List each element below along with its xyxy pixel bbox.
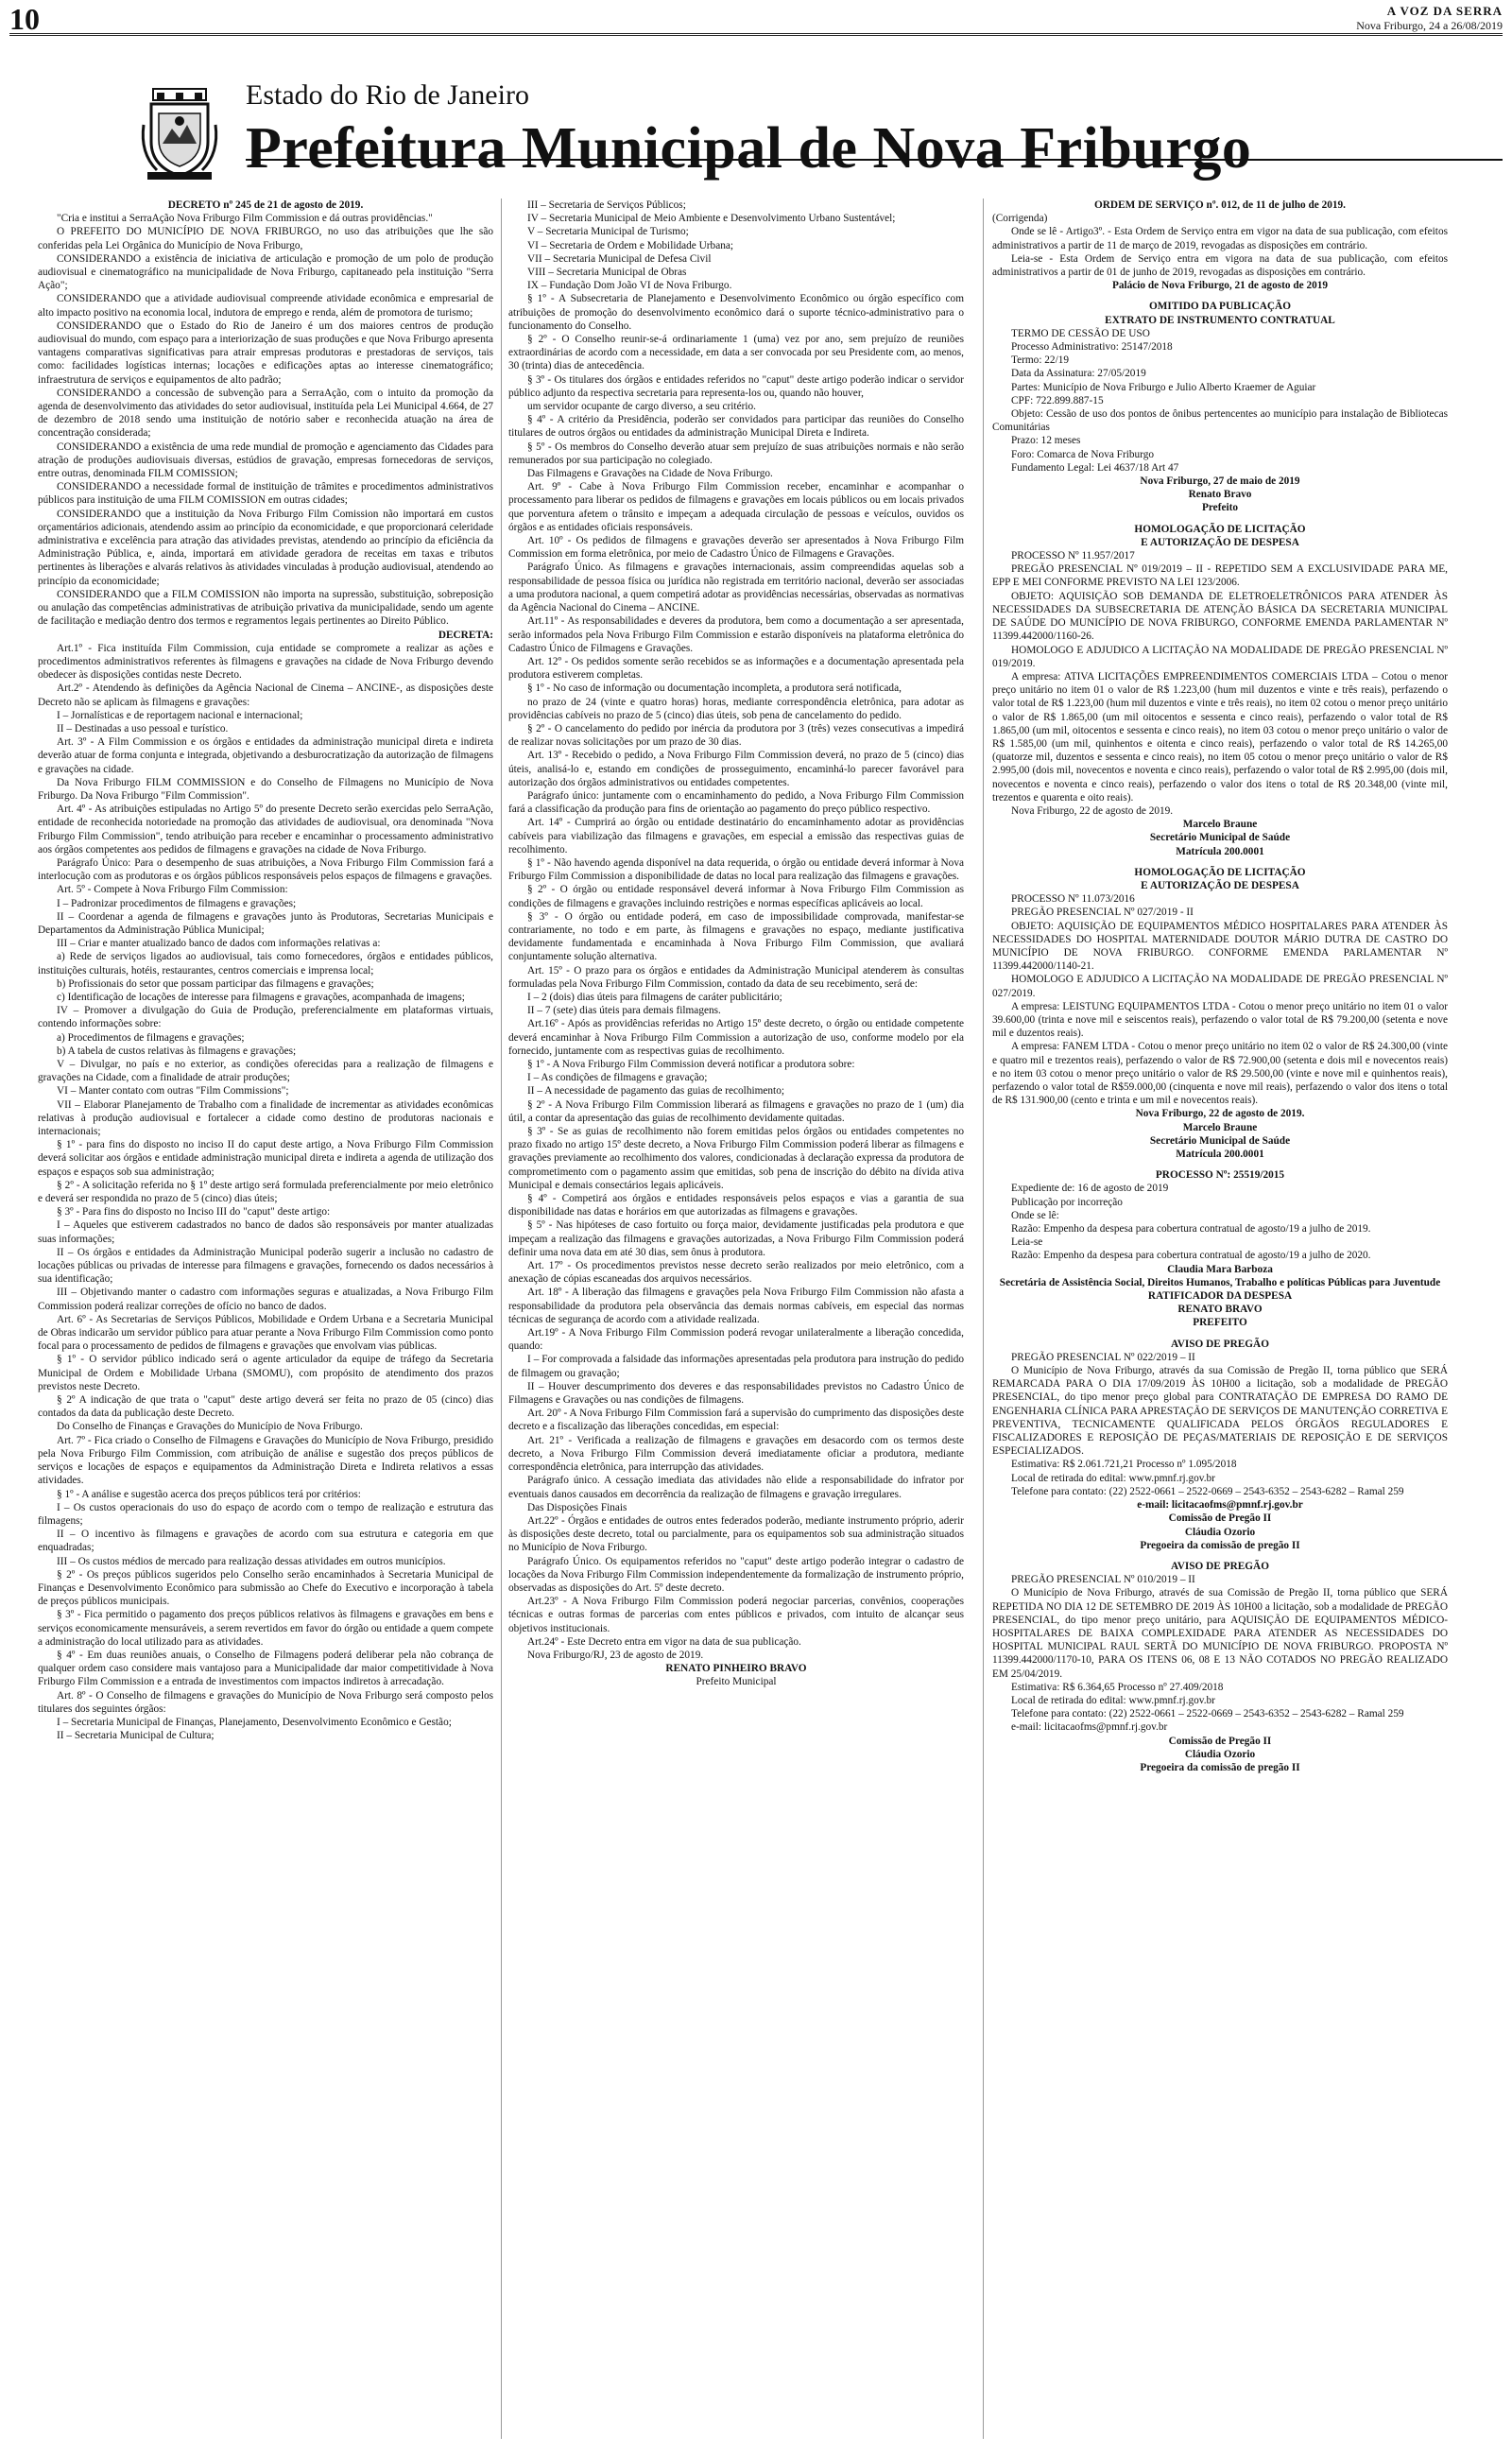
decree-article: § 2º - O cancelamento do pedido por inércia da produtora por 3 (três) vezes consecutivas a impedirá de realizar novas solicitações por um prazo de 30 dias. (508, 722, 964, 749)
column-decree-continued (508, 199, 964, 2448)
h2-subtitle: E AUTORIZAÇÃO DE DESPESA (1141, 879, 1299, 891)
notice-paragraph: PROCESSO Nº 11.957/2017 (1011, 550, 1135, 562)
decree-article: Das Disposições Finais (527, 1501, 627, 1513)
decree-article: Art. 3º - A Film Commission e os órgãos e entidades da administração municipal direta e indireta deverão atuar de forma conjunta e integrada, objetivando a desburocratização da autorização de filmagens e gravações na cidade. (38, 736, 493, 775)
notice1-email: e-mail: licitacaofms@pmnf.rj.gov.br (1137, 1499, 1303, 1512)
notice-paragraph: Telefone para contato: (22) 2522-0661 – 2522-0669 – 2543-6352 – 2543-6282 – Ramal 259 (1011, 1485, 1404, 1497)
decree-article: Art.16º - Após as providências referidas no Artigo 15º deste decreto, o órgão ou entidade competente deverá encaminhar à Nova Friburgo Film Commission a autorização de uso, conforme modelo por ela fornecido, juntamente com as respectivas guias de recolhimento. (508, 1018, 964, 1057)
decree-article: Art. 4º - As atribuições estipuladas no Artigo 5º do presente Decreto serão exercidas pelo SerraAção, entidade de reconhecida notoriedade na promoção das atividades de audiovisual, ora denominada "Nova Friburgo Film Commission", tendo atribuição para receber e encaminhar o processamento administrativo aos órgãos competentes aos pedidos de filmagens e gravações na cidade de Nova Friburgo. (38, 804, 493, 855)
decree-paragraph: CONSIDERANDO que a FILM COMISSION não importa na supressão, substituição, sobreposição ou anulação das competências administrativas de atribuição privativa da municipalidade, sendo um agente de facilitação e mediação dentro dos termos e regramentos legais pertinentes ao Direito Público. (38, 588, 493, 628)
decree-article: § 2º - A Nova Friburgo Film Commission liberará as filmagens e gravações no prazo de 1 (um) dia útil, a contar da apresentação das guias de recolhimento devidamente quitadas. (508, 1098, 964, 1124)
decree-article: Art.24º - Este Decreto entra em vigor na data de sua publicação. (527, 1635, 801, 1648)
notice2-signer: Cláudia Ozorio (1184, 1748, 1256, 1760)
decree-article: III – Os custos médios de mercado para realização dessas atividades em outros municípios. (57, 1555, 446, 1567)
decree-article: § 1º - A Subsecretaria de Planejamento e Desenvolvimento Econômico ou órgão específico com atribuições de promoção do desenvolvimento econômico dará o suporte técnico-administrativo para o funcionamento do Conselho. (508, 293, 964, 332)
notice-paragraph: Local de retirada do edital: www.pmnf.rj.gov.br (1011, 1472, 1215, 1484)
column-decree (38, 199, 493, 2448)
decree-article: Parágrafo Único. As filmagens e gravações internacionais, assim compreendidas aquelas sob a responsabilidade de pessoa física ou jurídica não registrada em território nacional, deverão ser associadas a uma produtora nacional, a quem competirá adotar as providências necessárias, observadas as normativas da Agência Nacional do Cinema – ANCINE. (508, 562, 964, 614)
decree-article: § 3º - Fica permitido o pagamento dos preços públicos relativos às filmagens e gravações em bens e serviços economicamente mensuráveis, a serem revertidos em favor do órgão ou entidade a quem compete a administração do local utilizado para as atividades. (38, 1609, 493, 1648)
decree-paragraph: CONSIDERANDO que a instituição da Nova Friburgo Film Comission não importará em custos orçamentários adicionais, atendendo assim ao princípio da economicidade, e que proporcionará celeridade administrativa e excelência para atração das atividades previstas, atendendo ao princípio da eficiência da Administração Pública, e, ainda, importará em atividade geradora de receitas em taxas e tributos pertinentes às liberações e alvarás relativos às atividades vinculadas à produção audiovisual, atendendo ao princípio da economicidade; (38, 508, 493, 587)
decree-article: Art. 9º - Cabe à Nova Friburgo Film Commission receber, encaminhar e acompanhar o processamento para liberar os pedidos de filmagens e gravações em locais públicos ou em locais privados que porventura afetem o trânsito e impeçam a adequada circulação de pessoas e veículos, ouvidos os órgãos e as entidades oficiais responsáveis. (508, 481, 964, 533)
notice-paragraph: Onde se lê: (1011, 1209, 1059, 1221)
h2-role: Secretário Municipal de Saúde (1149, 1134, 1291, 1147)
h2-title: HOMOLOGAÇÃO DE LICITAÇÃO (1134, 866, 1306, 878)
decree-article: I – Secretaria Municipal de Finanças, Planejamento, Desenvolvimento Econômico e Gestão; (57, 1716, 452, 1728)
h2-signer: Marcelo Braune (1182, 1121, 1258, 1133)
decree-article: II – O incentivo às filmagens e gravações de acordo com sua estrutura e categoria em que enquadradas; (38, 1529, 493, 1554)
decree-article: Art. 17º - Os procedimentos previstos nesse decreto serão realizados por meio eletrônico, com a anexação de cópias escaneadas dos arquivos necessários. (508, 1260, 964, 1286)
decree-article: § 1º - Não havendo agenda disponível na data requerida, o órgão ou entidade deverá informar à Nova Friburgo Film Commission a disponibilidade de datas no local para realização das filmagens e gravações. (508, 856, 964, 883)
notice-paragraph: PREGÃO PRESENCIAL Nº 022/2019 – II (1011, 1351, 1195, 1363)
column-divider (501, 199, 502, 2439)
process-signer: Claudia Mara Barboza (1167, 1263, 1273, 1275)
notice-paragraph: Objeto: Cessão de uso dos pontos de ônibus pertencentes ao município para instalação de Bibliotecas Comunitárias (992, 408, 1448, 434)
notice-paragraph: HOMOLOGO E ADJUDICO A LICITAÇÃO NA MODALIDADE DE PREGÃO PRESENCIAL Nº 027/2019. (992, 974, 1448, 999)
decree-article: § 2º - O órgão ou entidade responsável deverá informar à Nova Friburgo Film Commission as condições de filmagens e gravações incluindo restrições e normas específicas aplicáveis ao local. (508, 884, 964, 909)
decree-article: VIII – Secretaria Municipal de Obras (527, 267, 687, 279)
notice2-title: AVISO DE PREGÃO (1171, 1560, 1269, 1572)
notice-paragraph: Fundamento Legal: Lei 4637/18 Art 47 (1011, 461, 1179, 474)
decree-article: Art. 5º - Compete à Nova Friburgo Film Commission: (57, 884, 288, 896)
column-notices (992, 199, 1448, 2448)
notice-paragraph: e-mail: licitacaofms@pmnf.rj.gov.br (1011, 1721, 1168, 1734)
decree-article: Art.23º - A Nova Friburgo Film Commission poderá negociar parcerias, convênios, cooperações técnicas e outras formas de parcerias com entes públicos e privados, com intuito de alcançar seus objetivos institucionais. (508, 1596, 964, 1634)
notice1-signer: Cláudia Ozorio (1184, 1526, 1256, 1538)
notice-paragraph: Estimativa: R$ 2.061.721,21 Processo nº 1.095/2018 (1011, 1459, 1237, 1471)
h2-registration: Matrícula 200.0001 (1176, 1149, 1264, 1161)
decree-article: Art.19º - A Nova Friburgo Film Commission poderá revogar unilateralmente a liberação concedida, quando: (508, 1327, 964, 1353)
notice-paragraph: PREGÃO PRESENCIAL Nº 010/2019 – II (1011, 1574, 1195, 1586)
decree-article: II – Coordenar a agenda de filmagens e gravações junto às Produtoras, Secretarias Municipais e Departamentos da Administração Pública Municipal; (38, 910, 493, 936)
masthead (151, 70, 1503, 193)
decree-article: VII – Secretaria Municipal de Defesa Civil (527, 252, 712, 265)
h1-role: Secretário Municipal de Saúde (1149, 832, 1291, 844)
notice-paragraph: OBJETO: AQUISIÇÃO SOB DEMANDA DE ELETROELETRÔNICOS PARA ATENDER ÀS NECESSIDADES DA SUBSECRETARIA DE ATENÇÃO BÁSICA DA SECRETARIA MUNICIPAL DE SAÚDE DO MUNICÍPIO DE NOVA FRIBURGO, CONFORME EMENDA PARLAMENTAR Nº 11399.442000/1160-26. (992, 590, 1448, 643)
notice-paragraph: PREGÃO PRESENCIAL Nº 027/2019 - II (1011, 907, 1194, 919)
decree-article: Art. 8º - O Conselho de filmagens e gravações do Município de Nova Friburgo será composto pelos titulares dos seguintes órgãos: (38, 1689, 493, 1715)
decree-article: Parágrafo Único: Para o desempenho de suas atribuições, a Nova Friburgo Film Commission fará a interlocução com as produtoras e os órgãos públicos responsáveis pelos espaços de filmagens e gravações. (38, 856, 493, 883)
h1-title: HOMOLOGAÇÃO DE LICITAÇÃO (1134, 523, 1306, 535)
notice-paragraph: HOMOLOGO E ADJUDICO A LICITAÇÃO NA MODALIDADE DE PREGÃO PRESENCIAL Nº 019/2019. (992, 644, 1448, 669)
decree-article: § 4º - Em duas reuniões anuais, o Conselho de Filmagens poderá deliberar pela não cobrança de qualquer ordem caso considere mais vantajoso para a Municipalidade dar maior competitividade à Nova Friburgo Film Commission e a entrada de investimentos com impactos indiretos à arrecadação. (38, 1649, 493, 1688)
decree-article: § 1º - para fins do disposto no inciso II do caput deste artigo, a Nova Friburgo Film Commission deverá solicitar aos órgãos e entidade administração municipal direta e indireta a agenda de utilização dos espaços e espaços sob sua administração; (38, 1139, 493, 1178)
decree-article: a) Procedimentos de filmagens e gravações; (57, 1031, 245, 1044)
notice-paragraph: Leia-se (1011, 1236, 1043, 1249)
decree-article: § 2º A indicação de que trata o "caput" deste artigo deverá ser feita no prazo de 05 (cinco) dias contados da data da publicação deste Decreto. (38, 1394, 493, 1420)
os-place: Palácio de Nova Friburgo, 21 de agosto de 2019 (1111, 280, 1329, 292)
notice-paragraph: OBJETO: AQUISIÇÃO DE EQUIPAMENTOS MÉDICO HOSPITALARES PARA ATENDER ÀS NECESSIDADES DO HOSPITAL MATERNIDADE DOUTOR MÁRIO DUTRA DE CASTRO DO MUNICÍPIO DE NOVA FRIBURGO. CONFORME EMENDA PARLAMENTAR Nº 11399.442000/1140-21. (992, 920, 1448, 973)
decree-article: § 3º - O órgão ou entidade poderá, em caso de impossibilidade comprovada, manifestar-se contrariamente, no todo e em parte, às filmagens e gravações no espaço, mediante justificativa devidamente fundamentada e encaminhada à Nova Friburgo Film Commission, que avaliará conjuntamente solução alternativa. (508, 910, 964, 963)
decree-paragraph: CONSIDERANDO a necessidade formal de instituição de trâmites e procedimentos administrativos públicos para instituição de uma FILM COMISSION em outras cidades; (38, 481, 493, 507)
omit-date: Nova Friburgo, 27 de maio de 2019 (1140, 475, 1300, 488)
decree-article: Art. 10º - Os pedidos de filmagens e gravações deverão ser apresentados à Nova Friburgo Film Commission em forma eletrônica, por meio de Cadastro Único de Filmagens e Gravações. (508, 535, 964, 561)
decree-article: III – Secretaria de Serviços Públicos; (527, 199, 686, 211)
decree-article: II – Os órgãos e entidades da Administração Municipal poderão sugerir a inclusão no cadastro de locações públicas ou privadas de interesse para filmagens e gravações, fornecendo os dados necessários à sua identificação; (38, 1246, 493, 1286)
decree-article: § 1º - A análise e sugestão acerca dos preços públicos terá por critérios: (57, 1488, 361, 1500)
notice-paragraph: Telefone para contato: (22) 2522-0661 – 2522-0669 – 2543-6352 – 2543-6282 – Ramal 259 (1011, 1708, 1404, 1720)
decree-article: § 3º - Os titulares dos órgãos e entidades referidos no "caput" deste artigo poderão indicar o servidor público adjunto da respectiva secretaria para representa-los ou, quando não houver, (508, 373, 964, 399)
notice-paragraph: Expediente de: 16 de agosto de 2019 (1011, 1183, 1169, 1195)
publication-name: A VOZ DA SERRA (1386, 4, 1503, 18)
notice-paragraph: A empresa: FANEM LTDA - Cotou o menor preço unitário no item 02 o valor de R$ 24.300,00 (vinte e quatro mil e trezentos reais), perfazendo o valor de R$ 72.900,00 (setenta e dois mil e novecentos reais) e no item 03 cotou o menor preço unitário o valor de R$ 29.500,00 (vinte e nove mil e quinhentos reais), perfazendo o valor total de R$59.000,00 (cinquenta e nove mil reais), perfazendo o valor dos itens o total de R$ 131.900,00 (cento e trinta e um mil e novecentos reais). (992, 1041, 1448, 1107)
notice-paragraph: Local de retirada do edital: www.pmnf.rj.gov.br (1011, 1694, 1215, 1706)
signer-name: RENATO PINHEIRO BRAVO (665, 1663, 807, 1675)
decree-article: II – A necessidade de pagamento das guias de recolhimento; (527, 1085, 784, 1097)
column-divider (983, 199, 984, 2439)
decree-paragraph: "Cria e institui a SerraAção Nova Friburgo Film Commission e dá outras providências." (57, 213, 433, 225)
notice-paragraph: Prazo: 12 meses (1011, 435, 1081, 447)
decree-article: III – Objetivando manter o cadastro com informações seguras e atualizadas, a Nova Friburgo Film Commission poderá realizar correções de ofício no banco de dados. (38, 1287, 493, 1312)
decree-article: Parágrafo único. A cessação imediata das atividades não elide a responsabilidade do infrator por eventuais danos causados em decorrência da realização de filmagens e gravação irregulares. (508, 1475, 964, 1500)
notice-paragraph: A empresa: ATIVA LICITAÇÕES EMPREENDIMENTOS COMERCIAIS LTDA – Cotou o menor preço unitário no item 01 o valor de R$ 1.223,00 (hum mil duzentos e vinte e três reais), perfazendo o valor total de R$ 1.223,00 (hum mil duzentos e vinte e três reais), no item 02 cotou o menor preço unitário o valor de R$ 1.865,00 (um mil oitocentos e sessenta e cinco reais), perfazendo o valor total de R$ 1.865,00 (um mil, oitocentos e sessenta e cinco reais), no item 03 cotou o menor preço unitário o valor de R$ 1.585,00 (um mil, quinhentos e oitenta e cinco reais), perfazendo o valor total de R$ 14.265,00 (quatorze mil, duzentos e sessenta e cinco reais), no item 05 cotou o menor preço unitário o valor de R$ 2.995,00 (dois mil, novecentos e noventa e cinco reais), perfazendo o valor total de R$ 2.995,00 (dois mil, novecentos e noventa e cinco reais), perfazendo o valor dos itens o total de R$ 20.348,00 (vinte mil, trezentos e quarenta e oito reais). (992, 670, 1448, 804)
decree-article: Art. 14º - Cumprirá ao órgão ou entidade destinatário do encaminhamento adotar as providências cabíveis para viabilização das filmagens e gravações, em especial a emissão das respectivas guias de recolhimento. (508, 817, 964, 855)
omit-subtitle: EXTRATO DE INSTRUMENTO CONTRATUAL (1105, 314, 1335, 326)
notice-paragraph: Publicação por incorreção (1011, 1196, 1123, 1208)
decree-article: Art. 15º - O prazo para os órgãos e entidades da Administração Municipal atenderem às consultas formuladas pela Nova Friburgo Film Commission, contado da data de seu recebimento, será de: (508, 964, 964, 990)
decree-article: VI – Secretaria de Ordem e Mobilidade Urbana; (527, 239, 734, 251)
decree-article: I – As condições de filmagens e gravação; (527, 1072, 708, 1084)
decree-article: II – Houver descumprimento dos deveres e das responsabilidades previstos no Cadastro Único de Filmagens e Gravações ou nas condições de filmagens. (508, 1380, 964, 1407)
notice-paragraph: Estimativa: R$ 6.364,65 Processo nº 27.409/2018 (1011, 1681, 1224, 1693)
decree-article: Art.2º - Atendendo às definições da Agência Nacional de Cinema – ANCINE-, as disposições deste Decreto não se aplicam às filmagens e gravações: (38, 683, 493, 708)
process-title: PROCESSO Nº: 25519/2015 (1155, 1169, 1285, 1182)
notice2-commission: Comissão de Pregão II (1168, 1735, 1272, 1747)
decree-article: II – 7 (sete) dias úteis para demais filmagens. (527, 1005, 721, 1017)
decree-article: Nova Friburgo/RJ, 23 de agosto de 2019. (527, 1649, 704, 1661)
os-title: ORDEM DE SERVIÇO nº. 012, de 11 de julho de 2019. (1093, 199, 1347, 211)
notice-paragraph: CPF: 722.899.887-15 (1011, 394, 1104, 406)
h2-date: Nova Friburgo, 22 de agosto de 2019. (1135, 1108, 1305, 1120)
decree-article: § 3º - Para fins do disposto no Inciso III do "caput" deste artigo: (57, 1206, 331, 1218)
decree-article: § 2º - Os preços públicos sugeridos pelo Conselho serão encaminhados à Secretaria Municipal de Finanças e Desenvolvimento Econômico para submissão ao Chefe do Executivo e incorporação à tabela de preços públicos municipais. (38, 1568, 493, 1608)
h1-signer: Marcelo Braune (1182, 819, 1258, 831)
notice-paragraph: Processo Administrativo: 25147/2018 (1011, 341, 1173, 354)
decree-article: § 5º - Os membros do Conselho deverão atuar sem prejuízo de suas atribuições normais e não serão remunerados por sua participação no colegiado. (508, 441, 964, 466)
decree-article: Da Nova Friburgo FILM COMMISSION e do Conselho de Filmagens no Município de Nova Friburgo. Da Nova Friburgo "Film Commission". (38, 776, 493, 802)
decree-article: IX – Fundação Dom João VI de Nova Friburgo. (527, 280, 732, 292)
decree-article: III – Criar e manter atualizado banco de dados com informações relativas a: (57, 938, 381, 950)
decree-article: Art. 18º - A liberação das filmagens e gravações pela Nova Friburgo Film Commission não afasta a responsabilidade da produtora pela observância das demais normas cabíveis, em especial das normas técnicas de segurança de acordo com a atividade realizada. (508, 1287, 964, 1325)
decreta-heading: DECRETA: (438, 629, 493, 641)
decree-article: VI – Manter contato com outras "Film Commissions"; (57, 1085, 289, 1097)
decree-article: II – Destinadas a uso pessoal e turístico. (57, 722, 229, 734)
decree-article: I – Aqueles que estiverem cadastrados no banco de dados são responsáveis por manter atualizadas suas informações; (38, 1219, 493, 1245)
decree-title: DECRETO nº 245 de 21 de agosto de 2019. (167, 199, 364, 211)
omit-title: OMITIDO DA PUBLICAÇÃO (1148, 301, 1291, 313)
notice-paragraph: Razão: Empenho da despesa para cobertura contratual de agosto/19 a julho de 2020. (1011, 1250, 1371, 1262)
notice-paragraph: Data da Assinatura: 27/05/2019 (1011, 368, 1146, 380)
decree-article: no prazo de 24 (vinte e quatro horas) horas, mediante correspondência eletrônica, para adotar as providências cabíveis no prazo de 5 (cinco) dias úteis, sob pena de cancelamento do pedido. (508, 696, 964, 721)
decree-article: b) Profissionais do setor que possam participar das filmagens e gravações; (57, 977, 374, 990)
decree-paragraph: CONSIDERANDO a existência de uma rede mundial de promoção e agenciamento das Cidades para atração de produções audiovisuais diversas, estúdios de gravação, empresas fornecedoras de serviços, entre outras, denominada FILM COMISSION; (38, 441, 493, 480)
signer-role: Prefeito Municipal (696, 1676, 777, 1688)
notice1-role: Pregoeira da comissão de pregão II (1140, 1539, 1300, 1551)
process-ratifier-name: RENATO BRAVO (1177, 1304, 1263, 1316)
decree-paragraph: CONSIDERANDO que o Estado do Rio de Janeiro é um dos maiores centros de produção audiovisual do mundo, com espaço para a interiorização de suas produções e que Nova Friburgo apresenta vantagens comparativas significativas para atrair empresas produtoras e prestadoras de serviços, tais como: facilidades logísticas internas; locações e edificações aptas ao interesse cinematográfico; infraestrutura de serviços e equipamentos de alto padrão; (38, 320, 493, 386)
decree-article: I – For comprovada a falsidade das informações apresentadas pela produtora para instrução do pedido de filmagem ou gravação; (508, 1354, 964, 1379)
decree-article: I – 2 (dois) dias úteis para filmagens de caráter publicitário; (527, 991, 782, 1003)
omit-role: Prefeito (1201, 502, 1239, 514)
decree-article: Art. 6º - As Secretarias de Serviços Públicos, Mobilidade e Ordem Urbana e a Secretaria Municipal de Obras indicarão um servidor público para atuar perante a Nova Friburgo Film Commission como ponto focal para o processamento de pedidos de filmagens e gravações que envolvam vias públicas. (38, 1313, 493, 1353)
notice-paragraph: PROCESSO Nº 11.073/2016 (1011, 893, 1135, 906)
decree-article: § 1º - No caso de informação ou documentação incompleta, a produtora será notificada, (527, 683, 902, 695)
decree-article: a) Rede de serviços ligados ao audiovisual, tais como fornecedores, órgãos e entidades públicos, instituições culturais, hotéis, restaurantes, centros comerciais e imprensa local; (38, 951, 493, 976)
h1-subtitle: E AUTORIZAÇÃO DE DESPESA (1141, 536, 1299, 548)
decree-article: I – Jornalísticas e de reportagem nacional e internacional; (57, 709, 303, 721)
decree-article: I – Padronizar procedimentos de filmagens e gravações; (57, 897, 297, 909)
publication-date: Nova Friburgo, 24 a 26/08/2019 (1356, 19, 1503, 32)
notice-paragraph: Foro: Comarca de Nova Friburgo (1011, 448, 1155, 460)
page-number: 10 (9, 2, 40, 36)
notice-paragraph: Razão: Empenho da despesa para cobertura contratual de agosto/19 a julho de 2019. (1011, 1223, 1371, 1236)
decree-article: Art. 7º - Fica criado o Conselho de Filmagens e Gravações do Município de Nova Friburgo, presidido pela Nova Friburgo Film Commission, com atribuição de análise e sugestão dos preços públicos de serviços e locações de espaços e equipamentos da Administração Direta e Indireta relativos a essas atividades. (38, 1434, 493, 1487)
decree-article: b) A tabela de custos relativas às filmagens e gravações; (57, 1045, 297, 1057)
notice-paragraph: O Município de Nova Friburgo, através da sua Comissão de Pregão II, torna público que SERÁ REMARCADA PARA O DIA 17/09/2019 ÀS 10H00 a licitação, sob a modalidade de PREGÃO PRESENCIAL, do tipo menor preço global para CONTRATAÇÃO DE EMPRESA DO RAMO DE ENGENHARIA CLÍNICA PARA APRESTAÇÃO DE SERVIÇOS DE MANUTENÇÃO CORRETIVA E PREVENTIVA, TECNICAMENTE QUALIFICADA PELOS ÓRGÃOS REGULADORES E FISCALIZADORES E REPOSIÇÃO DE PEÇAS/MATERIAIS DE REPOSIÇÃO E DE SERVIÇOS ESPECIALIZADOS. (992, 1365, 1448, 1458)
masthead-title: Prefeitura Municipal de Nova Friburgo (246, 116, 1252, 181)
notice-paragraph: Nova Friburgo, 22 de agosto de 2019. (1011, 804, 1174, 817)
decree-article: II – Secretaria Municipal de Cultura; (57, 1730, 215, 1742)
decree-article: IV – Promover a divulgação do Guia de Produção, preferencialmente em plataformas virtuais, contendo informações sobre: (38, 1005, 493, 1030)
notice-paragraph: Termo: 22/19 (1011, 354, 1070, 367)
notice-paragraph: Partes: Município de Nova Friburgo e Julio Alberto Kraemer de Aguiar (1011, 381, 1316, 393)
decree-article: § 1º - A Nova Friburgo Film Commission deverá notificar a produtora sobre: (527, 1059, 855, 1070)
notice1-commission: Comissão de Pregão II (1168, 1512, 1272, 1525)
decree-article: Art.1º - Fica instituída Film Commission, cuja entidade se compromete a realizar as ações e procedimentos administrativos referentes às filmagens e gravações na cidade de Nova Friburgo devendo obedecer às disposições contidas neste Decreto. (38, 642, 493, 682)
decree-article: Parágrafo Único. Os equipamentos referidos no "caput" deste artigo poderão integrar o cadastro de locações da Nova Friburgo Film Commission independentemente da formalização de instrumento próprio, observadas as disposições do Art. 5º deste decreto. (508, 1555, 964, 1594)
decree-article: Art.22º - Órgãos e entidades de outros entes federados poderão, mediante instrumento próprio, aderir às disposições deste decreto, total ou parcialmente, para os equipamentos sob sua administração situados no Município de Nova Friburgo. (508, 1514, 964, 1554)
page-header (9, 4, 1503, 36)
decree-article: um servidor ocupante de cargo diverso, a seu critério. (527, 401, 756, 413)
decree-article: Art. 12º - Os pedidos somente serão recebidos se as informações e a documentação apresentada pela produtora estiverem completas. (508, 655, 964, 682)
decree-article: Do Conselho de Finanças e Gravações do Município de Nova Friburgo. (57, 1421, 363, 1433)
process-role: Secretária de Assistência Social, Direitos Humanos, Trabalho e políticas Públicas para Juventude (999, 1276, 1441, 1288)
process-ratifier-label: RATIFICADOR DA DESPESA (1147, 1290, 1293, 1303)
omit-signer: Renato Bravo (1188, 489, 1252, 501)
h1-registration: Matrícula 200.0001 (1176, 845, 1264, 857)
notice-paragraph: Leia-se - Esta Ordem de Serviço entra em vigora na data de sua publicação, com efeitos administrativos a partir de 01 de junho de 2019, revogadas as disposições em contrário. (992, 252, 1448, 279)
decree-article: c) Identificação de locações de interesse para filmagens e gravações, acompanhada de imagens; (57, 991, 465, 1003)
notice-paragraph: A empresa: LEISTUNG EQUIPAMENTOS LTDA - Cotou o menor preço unitário no item 01 o valor 39.600,00 (trinta e nove mil e seiscentos reais), perfazendo o valor total de R$ 79.200,00 (setenta e nove mil e duzentos reais). (992, 1000, 1448, 1040)
notice-paragraph: TERMO DE CESSÃO DE USO (1011, 327, 1150, 339)
decree-article: Parágrafo único: juntamente com o encaminhamento do pedido, a Nova Friburgo Film Commission fará a classificação da produção para fins de orientação ao pagamento do preço público respectivo. (508, 789, 964, 816)
decree-article: VII – Elaborar Planejamento de Trabalho com a finalidade de incrementar as atividades econômicas relativas à produção audiovisual e fortalecer a cidade como destino de produtoras nacionais e internacionais; (38, 1098, 493, 1138)
decree-article: § 2º - O Conselho reunir-se-á ordinariamente 1 (uma) vez por ano, sem prejuízo de reuniões extraordinárias de acordo com a necessidade, em data a ser convocada por seu Presidente com, ao menos, 30 (trinta) dias de antecedência. (508, 334, 964, 372)
notice1-title: AVISO DE PREGÃO (1171, 1338, 1269, 1350)
decree-paragraph: CONSIDERANDO que a atividade audiovisual compreende atividade econômica e empresarial de alto impacto positivo na economia local, indutora de emprego e renda, além de promotora de turismo; (38, 293, 493, 319)
decree-article: Art.11º - As responsabilidades e deveres da produtora, bem como a documentação a ser apresentada, serão informados pela Nova Friburgo Film Commission e estarão disponíveis na plataforma eletrônica do Cadastro Único de Filmagens e Gravações. (508, 615, 964, 654)
decree-article: § 5º - Nas hipóteses de caso fortuito ou força maior, devidamente justificadas pela produtora e que impeçam a realização das filmagens e gravações autorizadas, a Nova Friburgo Film Commission poderá definir uma nova data em até 30 dias, sem ônus à produtora. (508, 1219, 964, 1258)
decree-article: V – Divulgar, no país e no exterior, as condições oferecidas para a realização de filmagens e gravações na Cidade, com a finalidade de atrair produções; (38, 1059, 493, 1084)
decree-article: IV – Secretaria Municipal de Meio Ambiente e Desenvolvimento Urbano Sustentável; (527, 213, 896, 225)
os-subtitle: (Corrigenda) (992, 213, 1048, 225)
municipal-coat-of-arms-icon (138, 87, 221, 181)
notice-paragraph: PREGÃO PRESENCIAL Nº 019/2019 – II - REPETIDO SEM A EXCLUSIVIDADE PARA ME, EPP E MEI CONFORME PREVISTO NA LEI 123/2006. (992, 563, 1448, 589)
notice2-role: Pregoeira da comissão de pregão II (1140, 1761, 1300, 1773)
state-name: Estado do Rio de Janeiro (246, 79, 529, 111)
decree-article: Art. 21º - Verificada a realização de filmagens e gravações em desacordo com os termos deste decreto, a Nova Friburgo Film Commission deverá imediatamente oficiar a produtora, mediante correspondência eletrônica, para interrupção das atividades. (508, 1434, 964, 1474)
decree-article: Art. 20º - A Nova Friburgo Film Commission fará a supervisão do cumprimento das disposições deste decreto e a fiscalização das liberações concedidas, em especial: (508, 1408, 964, 1433)
masthead-rule (246, 159, 1503, 161)
decree-article: Das Filmagens e Gravações na Cidade de Nova Friburgo. (527, 468, 773, 480)
decree-article: § 3º - Se as guias de recolhimento não forem emitidas pelos órgãos ou entidades competentes no prazo fixado no artigo 15º deste decreto, a Nova Friburgo Film Commission poderá liberar as filmagens e gravações previamente ao recolhimento dos valores, condicionadas à declaração expressa da produtora de comprometimento com o pagamento assim que emitidas, sob pena de inscrição do débito na dívida ativa Municipal e demais consectários legais aplicáveis. (508, 1126, 964, 1191)
decree-article: § 4º - A critério da Presidência, poderão ser convidados para participar das reuniões do Conselho titulares de outros órgãos ou entidades da administração Municipal Direta e Indireta. (508, 414, 964, 440)
decree-article: Art. 13º - Recebido o pedido, a Nova Friburgo Film Commission deverá, no prazo de 5 (cinco) dias úteis, analisá-lo e, estando em condições de prosseguimento, encaminhá-lo parecer favorável para autorização dos órgãos administrativos ou entidades competentes. (508, 750, 964, 788)
decree-article: I – Os custos operacionais do uso do espaço de acordo com o tempo de realização e estrutura das filmagens; (38, 1501, 493, 1527)
decree-paragraph: CONSIDERANDO a concessão de subvenção para a SerraAção, com o intuito da promoção da agenda de desenvolvimento das atividades do setor audiovisual, instituída pela Lei Municipal 4.664, de 27 de dezembro de 2018 sendo uma instituição de notório saber e reconhecida atuação na área de concentração considerada; (38, 387, 493, 440)
decree-article: § 4º - Competirá aos órgãos e entidades responsáveis pelos espaços e vias a garantia de sua disponibilidade nas datas e horários em que autorizadas as filmagens e gravações. (508, 1193, 964, 1218)
decree-article: § 1º - O servidor público indicado será o agente articulador da equipe de tráfego da Secretaria Municipal de Ordem e Mobilidade Urbana (SMOMU), com propósito de atendimento dos prazos previstos neste Decreto. (38, 1354, 493, 1392)
decree-article: § 2º - A solicitação referida no § 1º deste artigo será formulada preferencialmente por meio eletrônico e deverá ser respondida no prazo de 5 (cinco) dias úteis; (38, 1179, 493, 1205)
decree-paragraph: CONSIDERANDO a existência de iniciativa de articulação e promoção de um polo de produção audiovisual e cinematográfico na municipalidade de Nova Friburgo, capitaneado pela instituição "Serra Ação"; (38, 252, 493, 292)
decree-paragraph: O PREFEITO DO MUNICÍPIO DE NOVA FRIBURGO, no uso das atribuições que lhe são conferidas pela Lei Orgânica do Município de Nova Friburgo, (38, 226, 493, 251)
notice-paragraph: Onde se lê - Artigo3º. - Esta Ordem de Serviço entra em vigor na data de sua publicação, com efeitos administrativos a partir de 11 de março de 2019, revogadas as disposições em contrário. (992, 226, 1448, 251)
decree-article: V – Secretaria Municipal de Turismo; (527, 226, 689, 238)
notice-paragraph: O Município de Nova Friburgo, através de sua Comissão de Pregão II, torna público que SERÁ REPETIDA NO DIA 12 DE SETEMBRO DE 2019 ÀS 10H00 a licitação, sob a modalidade de PREGÃO PRESENCIAL, do tipo menor preço unitário, para AQUISIÇÃO DE EQUIPAMENTOS MÉDICO-HOSPITALARES DE BAIXA COMPLEXIDADE PARA ATENDER AS NECESSIDADES DO HOSPITAL MUNICIPAL RAUL SERTÃ DO MUNICÍPIO DE NOVA FRIBURGO. PROPOSTA Nº 11399.442000/1170-10, PARA OS ITENS 06, 08 E 13 NÃO COTADOS NO PREGÃO REALIZADO EM 25/04/2019. (992, 1587, 1448, 1680)
process-ratifier-role: PREFEITO (1193, 1317, 1247, 1329)
